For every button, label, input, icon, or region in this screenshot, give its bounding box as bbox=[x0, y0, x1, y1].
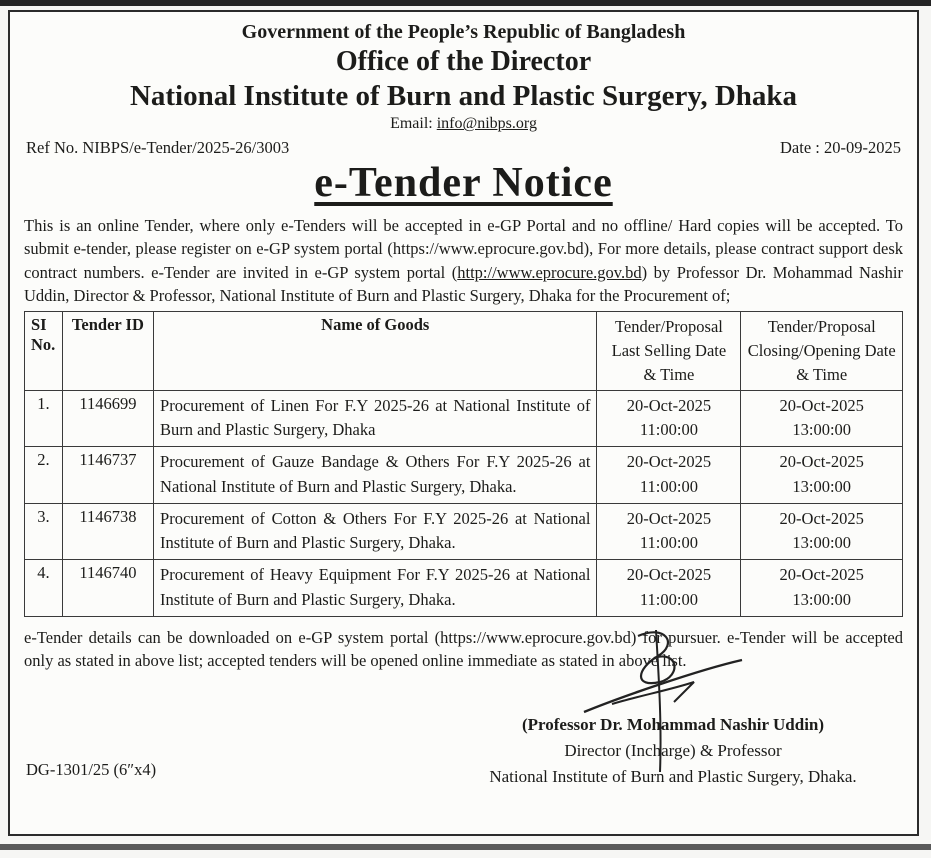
table-row bbox=[25, 390, 903, 447]
signatory-designation: Director (Incharge) & Professor bbox=[564, 741, 782, 761]
table-row bbox=[25, 447, 903, 504]
print-code: DG-1301/25 (6″x4) bbox=[26, 759, 157, 779]
col-header-closing: Tender/Proposal Closing/Opening Date & Time bbox=[741, 311, 903, 390]
signatory-institute: National Institute of Burn and Plastic Surgery, Dhaka. bbox=[489, 767, 857, 787]
cell-goods: Procurement of Cotton & Others For F.Y 2025-26 at National Institute of Burn and Plastic Surgery, Dhaka. bbox=[154, 503, 597, 560]
title-wrap bbox=[24, 158, 903, 206]
notice-date: Date : 20-09-2025 bbox=[780, 138, 901, 158]
selling-date: 20-Oct-2025 bbox=[626, 565, 712, 585]
closing-date: 20-Oct-2025 bbox=[779, 452, 864, 472]
signature-area bbox=[24, 672, 903, 800]
footer-paragraph: e-Tender details can be downloaded on e-GP system portal (https://www.eprocure.gov.bd) for pursuer. e-Tender will be accepted only as stated in above list; accepted tenders will be opened online immediate as stated in above list. bbox=[24, 627, 903, 670]
table-row bbox=[25, 503, 903, 560]
scan-top-bar bbox=[0, 0, 931, 6]
closing-time: 13:00:00 bbox=[792, 589, 852, 609]
cell-closing bbox=[741, 560, 903, 617]
cell-tender-id: 1146699 bbox=[62, 390, 153, 447]
selling-time: 11:00:00 bbox=[639, 476, 698, 496]
closing-time: 13:00:00 bbox=[792, 420, 852, 440]
tender-table bbox=[24, 311, 903, 617]
table-header-row bbox=[25, 311, 903, 390]
closing-date: 20-Oct-2025 bbox=[779, 565, 864, 585]
email-label: Email: bbox=[390, 115, 437, 133]
reference-row bbox=[24, 138, 903, 158]
cell-closing bbox=[741, 390, 903, 447]
si-line1: SI bbox=[31, 314, 47, 334]
cell-selling bbox=[597, 560, 741, 617]
cell-si: 1. bbox=[25, 390, 63, 447]
scan-bottom-bar bbox=[0, 844, 931, 850]
notice-document bbox=[8, 10, 919, 836]
eprocure-url: http://www.eprocure.gov.bd bbox=[457, 262, 642, 282]
page-title: e-Tender Notice bbox=[314, 160, 613, 207]
cell-selling bbox=[597, 503, 741, 560]
closing-date: 20-Oct-2025 bbox=[779, 508, 864, 528]
cell-tender-id: 1146738 bbox=[62, 503, 153, 560]
closing-date: 20-Oct-2025 bbox=[779, 395, 864, 415]
closing-time: 13:00:00 bbox=[792, 476, 852, 496]
email-address: info@nibps.org bbox=[436, 115, 537, 133]
table-row bbox=[25, 560, 903, 617]
selling-time: 11:00:00 bbox=[639, 589, 698, 609]
cell-si: 3. bbox=[25, 503, 63, 560]
col-header-goods: Name of Goods bbox=[154, 311, 597, 390]
institute-line: National Institute of Burn and Plastic Surgery, Dhaka bbox=[129, 79, 798, 112]
col-header-selling: Tender/Proposal Last Selling Date & Time bbox=[597, 311, 741, 390]
office-line: Office of the Director bbox=[335, 46, 592, 77]
cell-closing bbox=[741, 503, 903, 560]
cell-selling bbox=[597, 447, 741, 504]
ref-number: Ref No. NIBPS/e-Tender/2025-26/3003 bbox=[26, 138, 290, 158]
cell-selling bbox=[597, 390, 741, 447]
cell-si: 4. bbox=[25, 560, 63, 617]
si-line2: No. bbox=[31, 334, 56, 354]
selling-date: 20-Oct-2025 bbox=[626, 508, 712, 528]
cell-tender-id: 1146740 bbox=[62, 560, 153, 617]
cell-goods: Procurement of Gauze Bandage & Others For F.Y 2025-26 at National Institute of Burn and Plastic Surgery, Dhaka. bbox=[154, 447, 597, 504]
selling-time: 11:00:00 bbox=[639, 533, 698, 553]
selling-time: 11:00:00 bbox=[639, 420, 698, 440]
email-line bbox=[24, 114, 903, 135]
cell-goods: Procurement of Linen For F.Y 2025-26 at National Institute of Burn and Plastic Surgery, Dhaka bbox=[154, 390, 597, 447]
cell-si: 2. bbox=[25, 447, 63, 504]
intro-paragraph bbox=[24, 214, 903, 306]
col-header-si bbox=[25, 311, 63, 390]
closing-time: 13:00:00 bbox=[792, 533, 852, 553]
selling-date: 20-Oct-2025 bbox=[626, 395, 712, 415]
intro-text-2: ) by Professor Dr. Mohammad Nashir Uddin, Director & Professor, National Institute of Burn and Plastic Surgery, Dhaka for the Procurement of; bbox=[24, 262, 903, 305]
signatory-name: (Professor Dr. Mohammad Nashir Uddin) bbox=[521, 714, 825, 734]
col-header-tender-id: Tender ID bbox=[62, 311, 153, 390]
cell-closing bbox=[741, 447, 903, 504]
intro-text-1: This is an online Tender, where only e-Tenders will be accepted in e-GP Portal and no offline/ Hard copies will be accepted. To submit e-tender, please register on e-GP system portal (https://www.eprocure.gov.bd), For more details, please contract support desk contract numbers. e-Tender are invited in e-GP system portal ( bbox=[24, 216, 903, 282]
signature-scribble-icon bbox=[578, 624, 748, 774]
selling-date: 20-Oct-2025 bbox=[626, 452, 712, 472]
cell-goods: Procurement of Heavy Equipment For F.Y 2025-26 at National Institute of Burn and Plastic Surgery, Dhaka. bbox=[154, 560, 597, 617]
government-line: Government of the People’s Republic of Bangladesh bbox=[241, 21, 686, 43]
cell-tender-id: 1146737 bbox=[62, 447, 153, 504]
